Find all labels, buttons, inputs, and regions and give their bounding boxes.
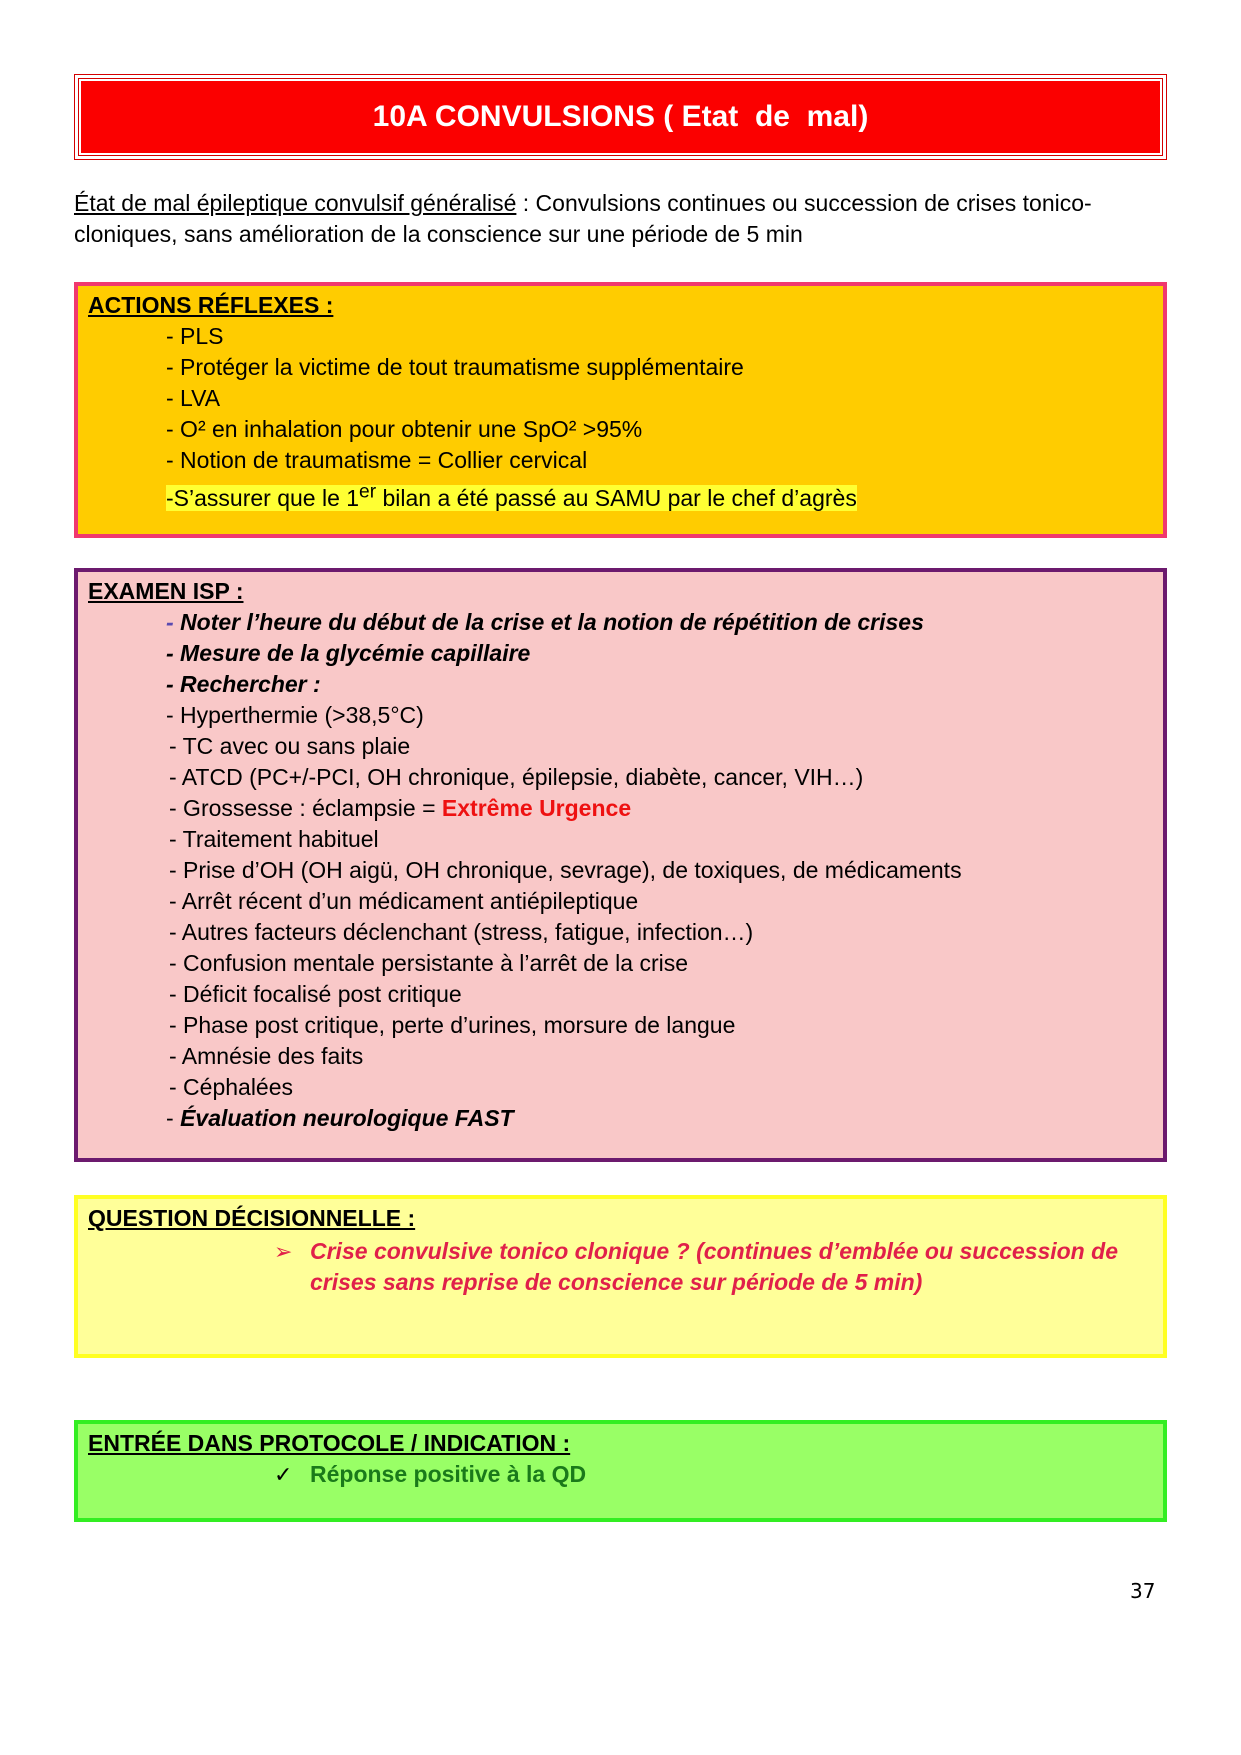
fast-dash: - xyxy=(166,1105,181,1131)
fast-text: Évaluation neurologique FAST xyxy=(180,1105,514,1131)
exam-item: - Traitement habituel xyxy=(169,826,379,852)
samu-text-before: -S’assurer que le 1 xyxy=(166,484,360,511)
exam-bold-text: Noter l’heure du début de la crise et la notion de répétition de crises xyxy=(180,609,924,635)
samu-text-after: bilan a été passé au SAMU par le chef d’agrès xyxy=(376,484,857,511)
actions-item: - O² en inhalation pour obtenir une SpO² >95% xyxy=(166,416,643,442)
page-number: 37 xyxy=(1130,1579,1156,1603)
actions-item: - LVA xyxy=(166,385,221,411)
actions-reflexes-box xyxy=(74,282,1167,538)
exam-item: - Prise d’OH (OH aigü, OH chronique, sevrage), de toxiques, de médicaments xyxy=(169,857,962,883)
urgent-label: Extrême Urgence xyxy=(441,795,632,821)
exam-item: - ATCD (PC+/-PCI, OH chronique, épilepsie, diabète, cancer, VIH…) xyxy=(169,764,864,790)
exam-bold-item xyxy=(88,607,1153,638)
question-text: Crise convulsive tonico clonique ? (continues d’emblée ou succession de crises sans reprise de conscience sur période de 5 min) xyxy=(310,1238,1118,1295)
intro-definition: : Convulsions continues ou succession de crises tonico-cloniques, sans amélioration de la conscience sur une période de 5 min xyxy=(74,190,1092,247)
arrow-bullet-icon: ➢ xyxy=(274,1239,293,1264)
exam-item-fast xyxy=(88,1103,1153,1134)
exam-item: - Hyperthermie (>38,5°C) xyxy=(166,702,424,728)
actions-heading: ACTIONS RÉFLEXES : xyxy=(88,292,334,318)
exam-item: - Phase post critique, perte d’urines, morsure de langue xyxy=(169,1012,736,1038)
exam-heading: EXAMEN ISP : xyxy=(88,578,244,604)
question-row xyxy=(88,1236,1153,1298)
check-icon: ✓ xyxy=(274,1462,293,1487)
entry-text: Réponse positive à la QD xyxy=(310,1461,587,1487)
exam-item: - TC avec ou sans plaie xyxy=(169,733,411,759)
entry-row xyxy=(88,1459,1153,1490)
exam-dash: - xyxy=(166,609,181,635)
exam-bold-item: - Mesure de la glycémie capillaire xyxy=(166,640,531,666)
actions-item-samu xyxy=(88,476,1153,514)
question-decisionnelle-box xyxy=(74,1195,1167,1358)
exam-item: - Confusion mentale persistante à l’arrêt de la crise xyxy=(169,950,689,976)
exam-item: - Céphalées xyxy=(169,1074,294,1100)
exam-item: - Amnésie des faits xyxy=(169,1043,364,1069)
exam-item-pregnancy xyxy=(88,793,1153,824)
question-heading: QUESTION DÉCISIONNELLE : xyxy=(88,1205,416,1231)
actions-item: - PLS xyxy=(166,323,224,349)
entree-protocole-box xyxy=(74,1420,1167,1522)
entry-heading: ENTRÉE DANS PROTOCOLE / INDICATION : xyxy=(88,1430,571,1456)
exam-item: - Autres facteurs déclenchant (stress, fatigue, infection…) xyxy=(169,919,754,945)
samu-highlight xyxy=(166,481,857,511)
exam-bold-item: - Rechercher : xyxy=(166,671,321,697)
exam-item: - Arrêt récent d’un médicament antiépileptique xyxy=(169,888,639,914)
actions-item: - Notion de traumatisme = Collier cervical xyxy=(166,447,588,473)
examen-isp-box xyxy=(74,568,1167,1162)
title-banner-inner xyxy=(79,79,1162,155)
intro-paragraph xyxy=(74,188,1167,250)
samu-text-sup: er xyxy=(359,481,377,502)
exam-item: - Déficit focalisé post critique xyxy=(169,981,462,1007)
pregnancy-text: - Grossesse : éclampsie = xyxy=(169,795,442,821)
title-banner xyxy=(74,74,1167,160)
actions-item: - Protéger la victime de tout traumatisme supplémentaire xyxy=(166,354,744,380)
page-title: 10A CONVULSIONS ( Etat de mal) xyxy=(372,100,869,133)
intro-term: État de mal épileptique convulsif généralisé xyxy=(74,190,517,216)
